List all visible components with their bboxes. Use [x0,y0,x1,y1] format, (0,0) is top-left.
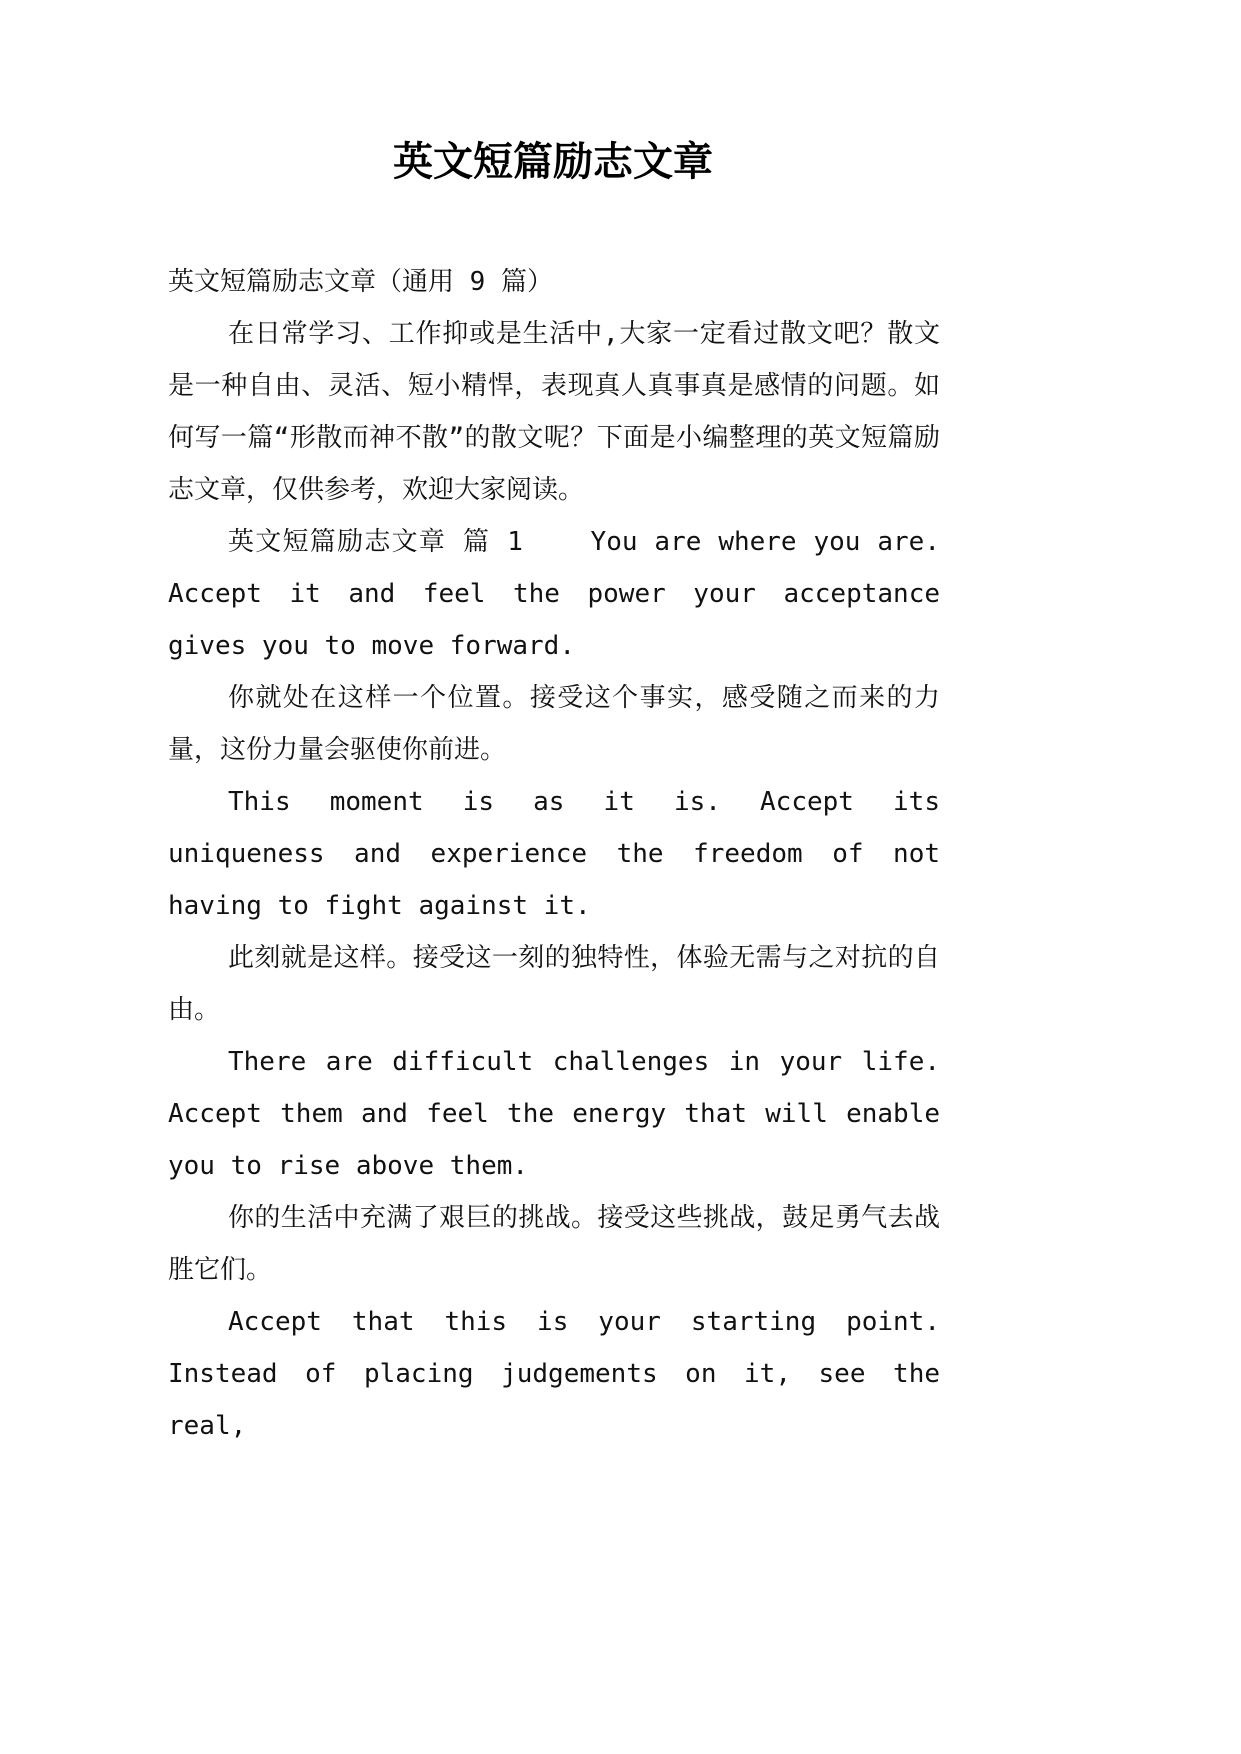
paragraph-chinese-2: 此刻就是这样。接受这一刻的独特性，体验无需与之对抗的自由。 [168,943,940,1025]
document-body [168,256,956,1452]
paragraph-intro: 在日常学习、工作抑或是生活中,大家一定看过散文吧？散文是一种自由、灵活、短小精悍，表现真人真事真是感情的问题。如何写一篇“形散而神不散”的散文呢？下面是小编整理的英文短篇励志文章，仅供参考，欢迎大家阅读。 [168,319,940,505]
paragraph-chinese-3: 你的生活中充满了艰巨的挑战。接受这些挑战，鼓足勇气去战胜它们。 [168,1203,940,1285]
paragraph-english-4: Accept that this is your starting point. Instead of placing judgements on it, see the real, [168,1307,940,1441]
paragraph-section-1-english: 英文短篇励志文章 篇 1 You are where you are. Accept it and feel the power your acceptance gives you to move forward. [168,527,956,661]
paragraph-english-3: There are difficult challenges in your life. Accept them and feel the energy that will enable you to rise above them. [168,1047,940,1181]
document-subtitle: 英文短篇励志文章（通用 9 篇） [168,267,553,297]
paragraph-english-2: This moment is as it is. Accept its uniqueness and experience the freedom of not having to fight against it. [168,787,940,921]
document-title: 英文短篇励志文章 [393,138,713,185]
paragraph-chinese-1: 你就处在这样一个位置。接受这个事实，感受随之而来的力量，这份力量会驱使你前进。 [168,683,940,765]
